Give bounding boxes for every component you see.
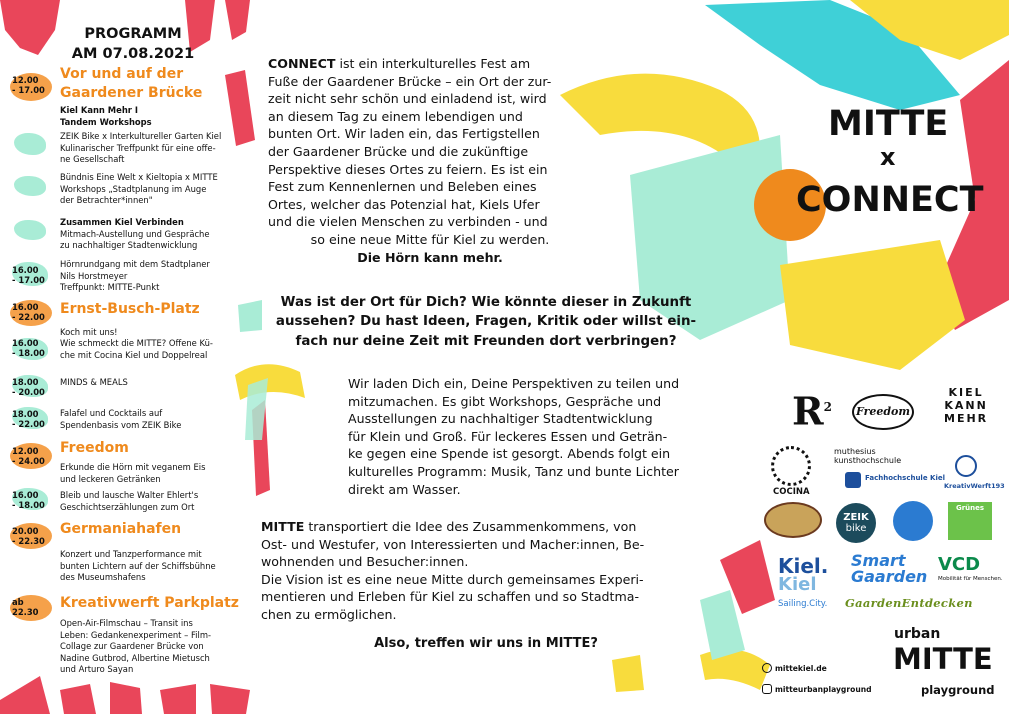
freedom-logo-text: Freedom xyxy=(855,405,911,418)
event-line: und leckeren Getränken xyxy=(60,473,161,484)
yellow-brush-shape xyxy=(612,655,644,692)
kreativwerft-icon xyxy=(955,455,977,477)
time-text: 16.00 - 17.00 xyxy=(12,265,45,285)
event-line: Nils Horstmeyer xyxy=(60,270,128,281)
event-line: Workshops „Stadtplanung im Auge xyxy=(60,183,207,194)
vcd-sub: Mobilität für Menschen. xyxy=(938,576,1003,582)
time-label xyxy=(12,446,52,466)
gruenes-text: Grünes xyxy=(955,504,985,512)
time-label xyxy=(12,302,52,322)
r2-logo-letter: R xyxy=(792,388,824,434)
red-stroke-shape xyxy=(60,684,96,714)
intro-lead: CONNECT xyxy=(268,56,336,71)
section-title-line: Gaardener Brücke xyxy=(60,85,203,101)
red-stroke-shape xyxy=(160,684,196,714)
event-buendnis xyxy=(60,172,240,207)
invite-line: direkt am Wasser. xyxy=(348,481,461,497)
event-konzert xyxy=(60,549,240,584)
event-line: bunten Lichtern auf der Schiffsbühne xyxy=(60,560,216,571)
section-title-kreativwerft: Kreativwerft Parkplatz xyxy=(60,595,239,611)
event-title: Kiel Kann Mehr I xyxy=(60,105,138,115)
mitte-line: wohnenden und Besucher:innen. xyxy=(261,554,469,570)
intro-line: bunten Ort. Wir laden ein, das Fertigstellen xyxy=(268,126,540,142)
question-line: Was ist der Ort für Dich? Wie könnte dieser in Zukunft xyxy=(280,295,692,310)
mitte-line: transportiert die Idee des Zusammenkommens, von xyxy=(308,519,637,534)
question-block xyxy=(258,293,714,351)
event-line: zu nachhaltiger Stadtenwicklung xyxy=(60,240,198,251)
zeik-line: ZEIK xyxy=(843,512,869,523)
event-line: Spendenbasis vom ZEIK Bike xyxy=(60,419,182,430)
invite-line: kulturelles Programm: Musik, Tanz und bunte Lichter xyxy=(348,463,679,479)
kreativwerft-text: KreativWerft193 xyxy=(944,482,1005,490)
red-stroke-shape xyxy=(210,684,250,714)
invite-line: für Klein und Groß. Für leckeres Essen und Geträn- xyxy=(348,428,668,444)
program-title xyxy=(58,24,208,64)
event-line: Bleib und lausche Walter Ehlert's xyxy=(60,490,199,500)
time-text: ab 22.30 xyxy=(12,597,39,617)
muthesius-line: kunsthochschule xyxy=(834,456,902,465)
event-hoernrundgang xyxy=(60,259,240,294)
mitte-lead: MITTE xyxy=(261,519,305,534)
program-title-line2: AM 07.08.2021 xyxy=(71,46,195,62)
section-title-bruecke xyxy=(60,65,202,103)
time-text: 12.00 - 24.00 xyxy=(12,446,45,466)
time-label xyxy=(12,490,52,510)
brand-mitte: MITTE xyxy=(828,104,949,144)
event-line: ne Gesellschaft xyxy=(60,154,125,165)
event-open-air xyxy=(60,618,240,676)
event-line: des Museumshafens xyxy=(60,572,146,583)
invite-line: ke gegen eine Spende ist gesorgt. Abends folgt ein xyxy=(348,446,671,462)
invite-line: Ausstellungen zu nachhaltiger Stadtentwicklung xyxy=(348,411,653,427)
event-zusammen-kiel xyxy=(60,217,240,252)
fh-kiel-icon xyxy=(845,472,861,488)
event-line: Leben: Gedankenexperiment – Film- xyxy=(60,629,211,640)
intro-line: und die vielen Menschen zu verbinden - und xyxy=(268,214,548,230)
globe-icon xyxy=(893,501,933,541)
mitte-line: Die Vision ist es eine neue Mitte durch gemeinsames Experi- xyxy=(261,571,644,587)
intro-line: der Gaardener Brücke und die zukünftige xyxy=(268,143,529,159)
intro-line: ist ein interkulturelles Fest am xyxy=(339,56,531,71)
yellow-brush-shape xyxy=(700,649,770,690)
event-line: Open-Air-Filmschau – Transit ins xyxy=(60,618,193,628)
gaarden-entdecken-logo: GaardenEntdecken xyxy=(845,596,973,610)
event-koch-mit-uns xyxy=(60,327,240,339)
red-stroke-shape xyxy=(225,0,250,40)
time-text: 16.00 - 18.00 xyxy=(12,490,45,510)
time-text: 18.00 - 20.00 xyxy=(12,377,45,397)
smart-gaarden-line: Smart xyxy=(851,551,906,570)
instagram-line xyxy=(762,684,872,695)
event-line: Hörnrundgang mit dem Stadtplaner xyxy=(60,259,210,269)
smart-gaarden-logo xyxy=(851,553,927,585)
section-title-freedom: Freedom xyxy=(60,440,129,456)
kkm-line: KANN xyxy=(944,399,988,412)
r2-logo xyxy=(792,388,832,434)
freedom-logo xyxy=(852,394,914,430)
event-falafel xyxy=(60,408,240,431)
time-label xyxy=(12,265,52,285)
event-line: Wie schmeckt die MITTE? Offene Kü- xyxy=(60,338,213,348)
instagram-icon xyxy=(762,684,772,694)
yellow-brush-shape xyxy=(235,364,305,400)
event-bleib xyxy=(60,490,240,513)
brand-x: x xyxy=(880,143,896,171)
yellow-large-shape xyxy=(780,240,965,370)
intro-line: Perspektive dieses Ortes zu feiern. Es ist ein xyxy=(268,161,548,177)
event-line: Kulinarischer Treffpunkt für eine offe- xyxy=(60,142,216,153)
time-text: 16.00 - 18.00 xyxy=(12,338,45,358)
mitte-line: mentieren und Erleben für Kiel zu schaffen und so Stadtma- xyxy=(261,589,640,605)
event-line: der Betrachter*innen" xyxy=(60,195,153,206)
mitte-paragraph xyxy=(261,518,711,624)
event-line: Bündnis Eine Welt x Kieltopia x MITTE xyxy=(60,172,218,182)
muthesius-line: muthesius xyxy=(834,447,876,456)
event-line: Geschichtserzählungen zum Ort xyxy=(60,501,195,512)
event-title: Zusammen Kiel Verbinden xyxy=(60,217,184,227)
time-label xyxy=(12,597,52,617)
event-minds-meals xyxy=(60,377,240,389)
closing-line: Also, treffen wir uns in MITTE? xyxy=(374,636,598,651)
muthesius-logo xyxy=(834,447,901,465)
cocina-icon xyxy=(771,446,811,486)
kiel-kann-mehr-logo xyxy=(944,386,988,425)
red-stroke-shape xyxy=(110,682,142,714)
time-label xyxy=(12,526,52,546)
kkm-line: KIEL xyxy=(948,386,984,399)
globe-icon xyxy=(762,663,772,673)
intro-line: Fuße der Gaardener Brücke – ein Ort der zur- xyxy=(268,73,552,89)
red-stroke-shape xyxy=(0,0,60,55)
event-title: Tandem Workshops xyxy=(60,116,152,127)
invite-paragraph xyxy=(348,375,708,498)
ship-logo xyxy=(764,502,822,538)
invite-line: Wir laden Dich ein, Deine Perspektiven zu teilen und xyxy=(348,376,680,391)
event-line: MINDS & MEALS xyxy=(60,377,128,387)
mitte-line: chen zu ermöglichen. xyxy=(261,606,397,622)
gruenes-logo xyxy=(948,502,992,540)
event-line: Konzert und Tanzperformance mit xyxy=(60,549,202,559)
question-line: fach nur deine Zeit mit Freunden dort verbringen? xyxy=(295,333,677,349)
playground-label: playground xyxy=(921,683,995,697)
time-label xyxy=(12,75,52,95)
time-label xyxy=(12,377,52,397)
kiel-logo-line3: Sailing.City. xyxy=(778,599,828,609)
zeik-line: bike xyxy=(845,523,867,534)
event-line: Falafel und Cocktails auf xyxy=(60,408,163,418)
intro-line: an diesem Tag zu einem lebendigen und xyxy=(268,108,523,124)
time-text: 20.00 - 22.30 xyxy=(12,526,45,546)
event-erkunde xyxy=(60,462,240,485)
smart-gaarden-line: Gaarden xyxy=(851,567,928,586)
event-kiel-kann-mehr xyxy=(60,105,240,128)
intro-line: zeit nicht sehr schön und einladend ist, wird xyxy=(268,91,547,107)
section-title-germaniahafen: Germaniahafen xyxy=(60,521,182,537)
intro-line: so eine neue Mitte für Kiel zu werden. xyxy=(310,231,550,247)
cocina-logo-text: COCINA xyxy=(773,487,810,497)
event-line: Collage zur Gaardener Brücke von xyxy=(60,641,204,652)
event-zeik-bike xyxy=(60,131,240,166)
event-line: Treffpunkt: MITTE-Punkt xyxy=(60,282,160,293)
kiel-logo-line1: Kiel. xyxy=(778,554,829,578)
event-line: che mit Cocina Kiel und Doppelreal xyxy=(60,349,208,360)
red-stroke-shape xyxy=(0,676,50,714)
kiel-logo-line2: Kiel xyxy=(778,574,817,595)
slogan: Die Hörn kann mehr. xyxy=(357,249,503,265)
website-text: mittekiel.de xyxy=(775,664,827,673)
intro-line: Fest zum Kennenlernen und Beleben eines xyxy=(268,179,537,195)
event-line: Mitmach-Austellung und Gespräche xyxy=(60,228,210,239)
intro-paragraph xyxy=(268,55,592,266)
question-line: aussehen? Du hast Ideen, Fragen, Kritik oder willst ein- xyxy=(275,314,697,330)
vcd-logo: VCD xyxy=(938,554,981,575)
section-title-line: Vor und auf der xyxy=(60,66,184,82)
website-line xyxy=(762,663,827,674)
event-line: ZEIK Bike x Interkultureller Garten Kiel xyxy=(60,131,222,141)
event-wie-schmeckt xyxy=(60,338,240,361)
time-text: 16.00 - 22.00 xyxy=(12,302,45,322)
section-title-ernst-busch: Ernst-Busch-Platz xyxy=(60,301,200,317)
instagram-text: mitteurbanplayground xyxy=(775,685,872,694)
time-text: 18.00 - 22.00 xyxy=(12,409,45,429)
program-title-line1: PROGRAMM xyxy=(84,26,182,42)
intro-line: Ortes, welcher das Potenzial hat, Kiels Ufer xyxy=(268,196,540,212)
kkm-line: MEHR xyxy=(944,412,989,425)
event-line: Nadine Gutbrod, Albertine Mietusch xyxy=(60,652,210,663)
mitte-logo: MITTE xyxy=(893,642,993,676)
event-line: Erkunde die Hörn mit veganem Eis xyxy=(60,462,206,472)
r2-logo-sup: 2 xyxy=(823,400,832,414)
time-text: 12.00 - 17.00 xyxy=(12,75,45,95)
time-label xyxy=(12,409,52,429)
invite-line: mitzumachen. Es gibt Workshops, Gespräche und xyxy=(348,393,662,409)
urban-label: urban xyxy=(894,626,941,642)
zeik-bike-logo xyxy=(836,503,876,543)
event-line: und Arturo Sayan xyxy=(60,664,134,675)
mitte-line: Ost- und Westufer, von Interessierten und Macher:innen, Be- xyxy=(261,536,645,552)
event-line: Koch mit uns! xyxy=(60,327,118,337)
brand-connect: CONNECT xyxy=(796,180,984,220)
fh-kiel-text: Fachhochschule Kiel xyxy=(865,474,945,482)
time-label xyxy=(12,338,52,358)
